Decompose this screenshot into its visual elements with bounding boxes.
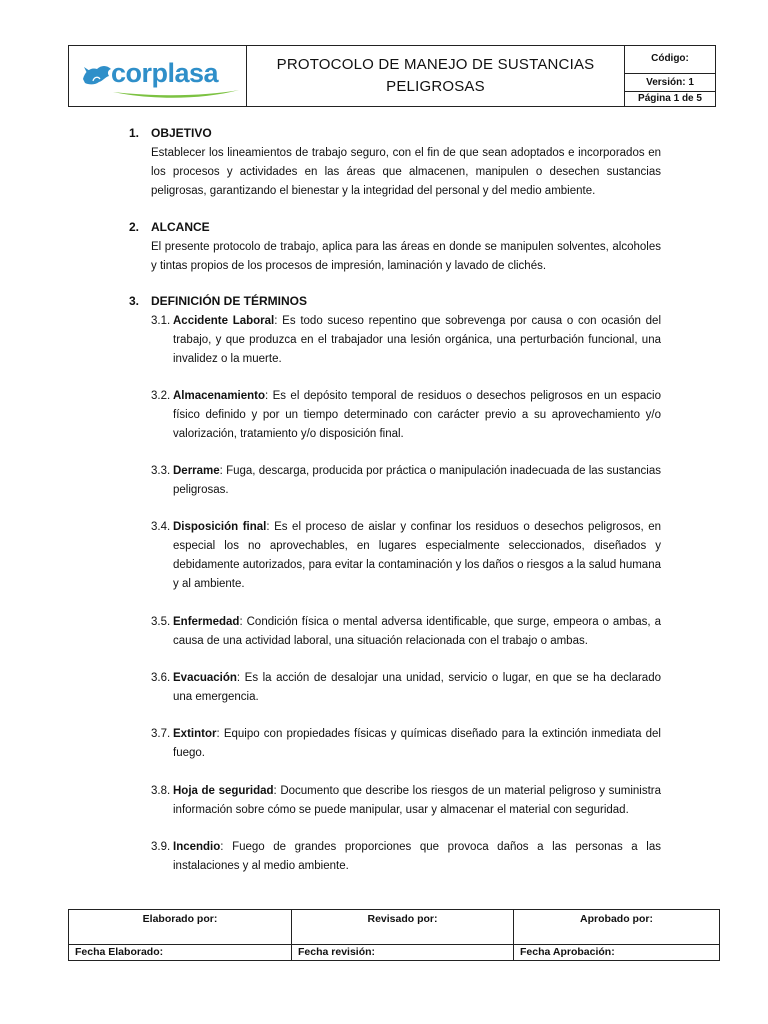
term-definition: Hoja de seguridad: Documento que describe los riesgos de un material peligroso y suministra información sobre cómo se puede manipular, usar y almacenar el material con seguridad. <box>173 785 661 816</box>
section-heading-objetivo: 1. OBJETIVO <box>129 126 212 140</box>
term-definition: Incendio: Fuego de grandes proporciones que provoca daños a las personas a las instalaciones y al medio ambiente. <box>173 841 661 872</box>
aprobado-header: Aprobado por: <box>514 910 719 945</box>
term-name: Hoja de seguridad <box>173 785 274 797</box>
term-number: 3.9. <box>151 841 171 853</box>
section-heading-alcance: 2. ALCANCE <box>129 220 210 234</box>
term-name: Extintor <box>173 728 217 740</box>
version-cell: Versión: 1 <box>625 74 715 92</box>
fecha-revision: Fecha revisión: <box>292 945 514 961</box>
logo-cell <box>69 46 247 106</box>
term-number: 3.1. <box>151 315 171 327</box>
term-name: Evacuación <box>173 672 237 684</box>
term-name: Enfermedad <box>173 616 240 628</box>
term-definition: Evacuación: Es la acción de desalojar una unidad, servicio o lugar, en que se ha declarado una emergencia. <box>173 672 661 703</box>
section-heading-definiciones: 3. DEFINICIÓN DE TÉRMINOS <box>129 294 308 308</box>
title-line-1: PROTOCOLO DE MANEJO DE SUSTANCIAS <box>276 56 595 73</box>
term-number: 3.5. <box>151 616 171 628</box>
term-definition: Derrame: Fuga, descarga, producida por práctica o manipulación inadecuada de las sustancias peligrosas. <box>173 465 661 496</box>
term-name: Derrame <box>173 465 220 477</box>
document-title <box>247 46 625 106</box>
term-number: 3.3. <box>151 465 171 477</box>
term-definition: Enfermedad: Condición física o mental adversa identificable, que surge, empeora o ambas, a causa de una actividad laboral, una situación relacionada con el trabajo o ambas. <box>173 616 661 647</box>
fecha-aprobacion: Fecha Aprobación: <box>520 946 615 958</box>
approval-table <box>68 909 720 961</box>
term-definition: Disposición final: Es el proceso de aislar y confinar los residuos o desechos peligrosos, en especial los no aprovechables, en lugares especialmente seleccionados, diseñados y debidamente autorizados, para evitar la contaminación y los daños o riesgos a la salud humana y al ambiente. <box>173 521 661 590</box>
document-header <box>68 45 716 107</box>
term-name: Almacenamiento <box>173 390 266 402</box>
elaborado-header: Elaborado por: <box>69 910 292 945</box>
term-number: 3.4. <box>151 521 171 533</box>
logo-text: corplasa <box>111 58 219 88</box>
term-name: Accidente Laboral <box>173 315 275 327</box>
codigo-cell: Código: <box>625 46 715 74</box>
document-meta <box>625 46 715 106</box>
rhino-icon <box>81 61 113 91</box>
term-number: 3.2. <box>151 390 171 402</box>
term-definition: Extintor: Equipo con propiedades físicas y químicas diseñado para la extinción inmediata del fuego. <box>173 728 661 759</box>
corplasa-logo <box>81 58 236 94</box>
revisado-header: Revisado por: <box>292 910 514 945</box>
term-definition: Almacenamiento: Es el depósito temporal de residuos o desechos peligrosos en un espacio físico definido y por un tiempo determinado con carácter previo a su aprovechamiento y/o valorización, tratamiento y/o disposición final. <box>173 390 661 440</box>
term-number: 3.6. <box>151 672 171 684</box>
term-name: Incendio <box>173 841 221 853</box>
term-number: 3.8. <box>151 785 171 797</box>
term-name: Disposición final <box>173 521 267 533</box>
term-definition: Accidente Laboral: Es todo suceso repentino que sobrevenga por causa o con ocasión del trabajo, y que produzca en el trabajador una lesión orgánica, una perturbación funcional, una invalidez o la muerte. <box>173 315 662 365</box>
term-number: 3.7. <box>151 728 171 740</box>
logo-swoosh <box>111 88 241 100</box>
fecha-elaborado: Fecha Elaborado: <box>69 945 292 961</box>
title-line-2: PELIGROSAS <box>386 78 485 95</box>
page-cell: Página 1 de 5 <box>638 93 702 104</box>
section-text-alcance: El presente protocolo de trabajo, aplica para las áreas en donde se manipulen solventes, alcoholes y tintas propios de los procesos de impresión, laminación y lavado de clichés. <box>151 241 661 272</box>
section-text-objetivo: Establecer los lineamientos de trabajo seguro, con el fin de que sean adoptados e incorporados en los procesos y actividades en las áreas que almacenen, manipulen o desechen sustancias peligrosas, garantizando el bienestar y la integridad del personal y del medio ambiente. <box>151 147 661 197</box>
